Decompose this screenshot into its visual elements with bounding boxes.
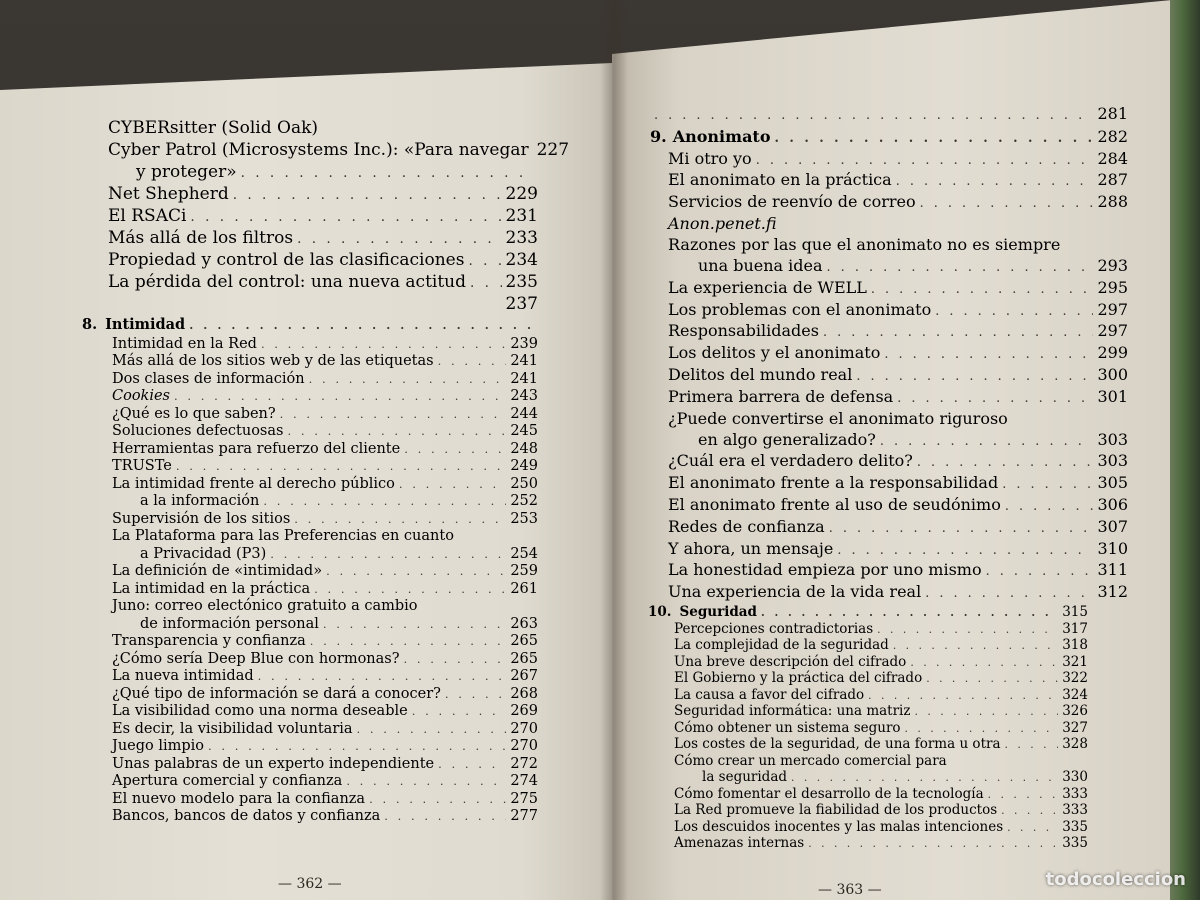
toc-entry-title: La pérdida del control: una nueva actitud bbox=[108, 272, 467, 292]
toc-entry-page: 244 bbox=[510, 405, 538, 422]
toc-entry-title: La nueva intimidad bbox=[112, 668, 254, 684]
chapter-10-entry-list bbox=[648, 620, 1088, 851]
toc-entry-title: CYBERsitter (Solid Oak) bbox=[108, 118, 319, 138]
toc-entry-page: 303 bbox=[1097, 429, 1128, 449]
toc-entry bbox=[668, 234, 1128, 254]
toc-entry-title: Redes de confianza bbox=[668, 516, 825, 536]
toc-entry bbox=[108, 252, 538, 269]
toc-entry-page: 333 bbox=[1062, 785, 1088, 802]
toc-entry bbox=[112, 722, 538, 737]
right-toc-chapter-10 bbox=[648, 606, 1088, 854]
toc-leader-dots bbox=[775, 133, 1094, 146]
toc-entry bbox=[108, 186, 538, 203]
toc-entry-title: Más allá de los sitios web y de las etiquetas bbox=[112, 353, 434, 369]
toc-entry-title: El anonimato frente a la responsabilidad bbox=[668, 473, 999, 493]
toc-entry-title: Juno: correo electónico gratuito a cambio bbox=[112, 598, 418, 614]
toc-entry-title: Delitos del mundo real bbox=[668, 364, 853, 384]
toc-entry bbox=[112, 757, 538, 772]
toc-leader-dots bbox=[926, 674, 1058, 685]
toc-entry-page: 241 bbox=[510, 370, 538, 387]
toc-entry-title: El anonimato frente al uso de seudónimo bbox=[668, 494, 1001, 514]
toc-entry-title: La causa a favor del cifrado bbox=[674, 686, 865, 703]
toc-entry-page: 326 bbox=[1062, 703, 1088, 719]
toc-entry bbox=[108, 140, 570, 160]
toc-entry bbox=[650, 106, 1128, 123]
toc-entry bbox=[112, 599, 538, 614]
toc-entry-title: Supervisión de los sitios bbox=[112, 510, 291, 527]
toc-entry-title: la seguridad bbox=[702, 769, 788, 785]
toc-entry-page: 249 bbox=[510, 458, 538, 474]
toc-leader-dots bbox=[297, 233, 501, 247]
toc-entry-page: 306 bbox=[1097, 494, 1128, 514]
right-toc-chapter-9 bbox=[650, 106, 1128, 606]
toc-entry-page: 235 bbox=[505, 272, 538, 292]
toc-entry bbox=[674, 837, 1088, 851]
book-gutter bbox=[600, 0, 628, 900]
toc-entry-title: El RSACi bbox=[108, 206, 187, 226]
toc-leader-dots bbox=[369, 794, 506, 806]
toc-entry-title: La intimidad frente al derecho público bbox=[112, 475, 395, 492]
toc-entry bbox=[108, 208, 538, 225]
toc-entry bbox=[674, 672, 1088, 686]
toc-entry-title: El Gobierno y la práctica del cifrado bbox=[674, 670, 923, 686]
toc-entry-page: 229 bbox=[505, 184, 538, 204]
toc-entry-page: 301 bbox=[1097, 386, 1128, 406]
toc-leader-dots bbox=[837, 545, 1093, 558]
toc-entry-title: Cómo crear un mercado comercial para bbox=[674, 752, 947, 769]
toc-entry-title: Unas palabras de un experto independiente bbox=[112, 755, 435, 772]
toc-entry-title: ¿Puede convertirse el anonimato riguroso bbox=[668, 408, 1008, 428]
toc-entry-page: 327 bbox=[1062, 719, 1088, 736]
toc-entry-page: 239 bbox=[510, 335, 538, 352]
toc-entry-page: 253 bbox=[510, 510, 538, 527]
toc-leader-dots bbox=[1005, 501, 1094, 514]
toc-entry bbox=[112, 529, 538, 544]
toc-leader-dots bbox=[241, 167, 534, 181]
toc-leader-dots bbox=[925, 588, 1093, 601]
toc-entry-page: 335 bbox=[1062, 835, 1088, 851]
toc-entry-title: de información personal bbox=[140, 615, 319, 632]
toc-entry-page: 248 bbox=[510, 440, 538, 457]
toc-entry-page: 295 bbox=[1097, 277, 1128, 297]
toc-entry-page: 277 bbox=[510, 808, 538, 824]
toc-leader-dots bbox=[917, 457, 1094, 470]
toc-entry bbox=[112, 652, 538, 667]
toc-entry-title: una buena idea bbox=[698, 255, 823, 275]
toc-leader-dots bbox=[287, 426, 506, 438]
toc-entry-page: 274 bbox=[510, 773, 538, 789]
toc-entry bbox=[108, 230, 538, 247]
toc-entry bbox=[112, 582, 538, 597]
toc-entry-page: 315 bbox=[1062, 604, 1088, 620]
toc-leader-dots bbox=[756, 155, 1094, 168]
toc-entry-page: 252 bbox=[510, 493, 538, 509]
toc-entry bbox=[108, 296, 538, 313]
toc-entry bbox=[668, 408, 1128, 428]
toc-entry bbox=[674, 639, 1088, 653]
toc-entry bbox=[112, 477, 538, 492]
toc-entry bbox=[668, 299, 1128, 319]
toc-entry-page: 321 bbox=[1062, 653, 1088, 670]
toc-entry-title: en algo generalizado? bbox=[698, 429, 876, 449]
toc-entry-page: 265 bbox=[510, 633, 538, 649]
toc-entry bbox=[674, 653, 1088, 670]
toc-entry bbox=[668, 345, 1128, 362]
toc-leader-dots bbox=[404, 654, 507, 666]
toc-entry bbox=[674, 818, 1088, 835]
toc-leader-dots bbox=[868, 691, 1058, 702]
toc-leader-dots bbox=[208, 741, 506, 753]
toc-entry bbox=[674, 785, 1088, 802]
left-toc-chapter-8 bbox=[82, 318, 538, 827]
toc-leader-dots bbox=[829, 523, 1094, 536]
toc-leader-dots bbox=[871, 284, 1094, 297]
toc-entry-page: 227 bbox=[536, 140, 570, 160]
toc-entry bbox=[674, 686, 1088, 703]
toc-leader-dots bbox=[808, 839, 1058, 850]
toc-entry bbox=[112, 372, 538, 387]
toc-entry-page: 261 bbox=[510, 580, 538, 597]
toc-entry bbox=[674, 620, 1088, 637]
chapter-title: Seguridad bbox=[679, 604, 757, 620]
toc-entry-title: Primera barrera de defensa bbox=[668, 386, 894, 406]
toc-leader-dots bbox=[189, 320, 534, 332]
toc-entry bbox=[112, 564, 538, 579]
toc-entry-page: 333 bbox=[1062, 802, 1088, 818]
toc-entry-title: Mi otro yo bbox=[668, 148, 752, 168]
toc-leader-dots bbox=[261, 339, 506, 351]
toc-leader-dots bbox=[309, 374, 507, 386]
toc-entry bbox=[112, 337, 538, 352]
toc-entry-title: a Privacidad (P3) bbox=[140, 545, 267, 562]
toc-entry bbox=[674, 738, 1088, 752]
toc-entry-page: 263 bbox=[510, 615, 538, 632]
toc-entry-page: 310 bbox=[1097, 538, 1128, 558]
toc-entry-page: 305 bbox=[1097, 473, 1128, 493]
toc-entry bbox=[668, 172, 1128, 189]
toc-entry-page: 272 bbox=[510, 755, 538, 772]
toc-entry bbox=[668, 562, 1128, 579]
toc-entry-page: 237 bbox=[505, 294, 538, 314]
toc-leader-dots bbox=[438, 356, 507, 368]
toc-entry bbox=[112, 494, 538, 509]
toc-leader-dots bbox=[263, 496, 506, 508]
toc-entry bbox=[668, 494, 1128, 514]
toc-entry bbox=[112, 774, 538, 789]
toc-leader-dots bbox=[310, 636, 507, 648]
toc-entry-title: Apertura comercial y confianza bbox=[112, 773, 343, 789]
toc-entry-title: ¿Qué es lo que saben? bbox=[112, 405, 276, 422]
toc-entry bbox=[668, 148, 1128, 168]
toc-leader-dots bbox=[326, 566, 506, 578]
toc-leader-dots bbox=[1001, 806, 1058, 817]
toc-entry-page: 254 bbox=[510, 545, 538, 562]
toc-entry-page: 231 bbox=[505, 206, 538, 226]
toc-entry-page: 299 bbox=[1097, 343, 1128, 363]
toc-entry-page: 269 bbox=[510, 703, 538, 719]
toc-entry-title: La experiencia de WELL bbox=[668, 277, 867, 297]
toc-entry-page: 297 bbox=[1097, 299, 1128, 319]
toc-leader-dots bbox=[986, 566, 1094, 579]
toc-entry-title: Intimidad en la Red bbox=[112, 335, 257, 352]
toc-entry bbox=[112, 669, 538, 684]
toc-entry bbox=[668, 194, 1128, 211]
toc-entry-title: Seguridad informática: una matriz bbox=[674, 703, 911, 719]
toc-leader-dots bbox=[346, 776, 506, 788]
toc-leader-dots bbox=[910, 658, 1058, 669]
toc-leader-dots bbox=[412, 706, 507, 718]
chapter-number: 10. bbox=[648, 604, 672, 620]
toc-entry-page: 335 bbox=[1062, 818, 1088, 835]
toc-entry bbox=[668, 364, 1128, 384]
toc-entry-title: Y ahora, un mensaje bbox=[668, 538, 834, 558]
chapter-title: Intimidad bbox=[105, 316, 186, 333]
toc-leader-dots bbox=[1002, 479, 1093, 492]
toc-entry-title: Net Shepherd bbox=[108, 184, 229, 204]
toc-leader-dots bbox=[920, 198, 1094, 211]
toc-entry-page: 234 bbox=[505, 250, 538, 270]
toc-leader-dots bbox=[897, 393, 1093, 406]
toc-entry-title: Transparencia y confianza bbox=[112, 633, 306, 649]
toc-entry-title: Razones por las que el anonimato no es siempre bbox=[668, 234, 1061, 254]
toc-entry bbox=[674, 771, 1088, 785]
toc-leader-dots bbox=[399, 479, 506, 491]
toc-leader-dots bbox=[1007, 823, 1058, 834]
chapter-number: 9. bbox=[650, 126, 667, 146]
toc-leader-dots bbox=[384, 811, 506, 823]
toc-leader-dots bbox=[654, 110, 1093, 123]
toc-leader-dots bbox=[468, 255, 501, 269]
toc-entry-title: La visibilidad como una norma deseable bbox=[112, 703, 408, 719]
toc-leader-dots bbox=[827, 262, 1094, 275]
toc-entry bbox=[668, 538, 1128, 558]
toc-entry bbox=[674, 752, 1088, 769]
toc-entry-title: La Red promueve la fiabilidad de los productos bbox=[674, 802, 998, 818]
toc-entry-page: 245 bbox=[510, 423, 538, 439]
toc-leader-dots bbox=[294, 514, 506, 526]
toc-leader-dots bbox=[791, 773, 1058, 784]
toc-entry-page: 259 bbox=[510, 563, 538, 579]
chapter-9-entry-list bbox=[650, 148, 1128, 602]
book-edge bbox=[1170, 0, 1200, 900]
toc-leader-dots bbox=[823, 327, 1094, 340]
chapter-title: Anonimato bbox=[672, 126, 771, 146]
toc-entry bbox=[112, 354, 538, 369]
toc-entry-page: 250 bbox=[510, 475, 538, 492]
left-toc-top bbox=[108, 118, 570, 318]
toc-entry-title: Juego limpio bbox=[112, 738, 205, 754]
toc-entry bbox=[668, 323, 1128, 340]
toc-entry-title: Los descuidos inocentes y las malas intenciones bbox=[674, 818, 1004, 835]
toc-entry bbox=[112, 442, 538, 457]
toc-entry bbox=[668, 386, 1128, 406]
toc-entry bbox=[668, 475, 1128, 492]
toc-entry bbox=[674, 804, 1088, 818]
toc-entry bbox=[108, 120, 538, 137]
toc-entry bbox=[112, 512, 538, 527]
left-page-folio: — 362 — bbox=[278, 876, 342, 892]
toc-entry-title: Servicios de reenvío de correo bbox=[668, 192, 916, 212]
toc-entry-page: 317 bbox=[1062, 620, 1088, 637]
toc-entry bbox=[108, 274, 538, 291]
toc-entry-page: 270 bbox=[510, 738, 538, 754]
toc-entry-title: Dos clases de información bbox=[112, 370, 305, 387]
toc-entry-title: Amenazas internas bbox=[674, 835, 805, 851]
toc-entry-title: La honestidad empieza por uno mismo bbox=[668, 560, 982, 580]
toc-leader-dots bbox=[884, 349, 1093, 362]
toc-entry-title: Responsabilidades bbox=[668, 321, 819, 341]
toc-entry-title: Soluciones defectuosas bbox=[112, 423, 284, 439]
toc-leader-dots bbox=[445, 689, 506, 701]
toc-leader-dots bbox=[357, 724, 507, 736]
watermark-logo: todocoleccion bbox=[1045, 869, 1186, 890]
toc-entry bbox=[112, 617, 538, 632]
toc-entry-title: ¿Cuál era el verdadero delito? bbox=[668, 451, 913, 471]
toc-leader-dots bbox=[270, 549, 506, 561]
toc-entry-title: Cookies bbox=[112, 388, 170, 404]
toc-entry-page: 300 bbox=[1097, 364, 1128, 384]
toc-leader-dots bbox=[915, 707, 1059, 718]
toc-entry-page: 284 bbox=[1097, 148, 1128, 168]
toc-entry-page: 293 bbox=[1097, 255, 1128, 275]
toc-entry-page: 241 bbox=[510, 353, 538, 369]
toc-entry-page: 233 bbox=[505, 228, 538, 248]
toc-entry-title: Propiedad y control de las clasificaciones bbox=[108, 250, 465, 270]
toc-leader-dots bbox=[988, 790, 1059, 801]
toc-entry-page: 268 bbox=[510, 685, 538, 702]
toc-entry-page: 330 bbox=[1062, 769, 1088, 785]
toc-leader-dots bbox=[174, 391, 506, 403]
toc-entry bbox=[112, 389, 538, 404]
toc-entry-title: Bancos, bancos de datos y confianza bbox=[112, 808, 381, 824]
toc-entry bbox=[668, 516, 1128, 536]
toc-entry-page: 324 bbox=[1062, 686, 1088, 703]
toc-entry bbox=[112, 547, 538, 562]
toc-entry bbox=[668, 429, 1128, 449]
toc-entry bbox=[674, 705, 1088, 719]
toc-entry-page: 267 bbox=[510, 668, 538, 684]
toc-entry-title: Los costes de la seguridad, de una forma u otra bbox=[674, 736, 1001, 752]
toc-entry-page: 243 bbox=[510, 388, 538, 404]
toc-leader-dots bbox=[1005, 740, 1059, 751]
toc-entry-page: 297 bbox=[1097, 321, 1128, 341]
toc-entry-title: Una breve descripción del cifrado bbox=[674, 653, 907, 670]
toc-entry-page: 281 bbox=[1097, 104, 1128, 123]
toc-entry-title: Una experiencia de la vida real bbox=[668, 582, 922, 602]
toc-entry bbox=[112, 687, 538, 702]
toc-entry bbox=[112, 459, 538, 474]
toc-leader-dots bbox=[438, 759, 506, 771]
toc-leader-dots bbox=[856, 371, 1093, 384]
toc-entry-title: y proteger» bbox=[136, 162, 237, 182]
toc-entry-page: 282 bbox=[1097, 126, 1128, 146]
toc-entry-title: La definición de «intimidad» bbox=[112, 563, 323, 579]
toc-entry-page: 307 bbox=[1097, 516, 1128, 536]
toc-leader-dots bbox=[190, 211, 501, 225]
toc-entry-title: Anon.penet.fi bbox=[668, 213, 777, 233]
toc-leader-dots bbox=[877, 625, 1058, 636]
toc-entry bbox=[108, 164, 538, 181]
toc-entry-title: a la información bbox=[140, 493, 260, 509]
toc-leader-dots bbox=[905, 724, 1059, 735]
toc-entry-page: 275 bbox=[510, 790, 538, 807]
toc-entry-page: 270 bbox=[510, 720, 538, 737]
toc-entry-page: 322 bbox=[1062, 670, 1088, 686]
toc-entry bbox=[674, 719, 1088, 736]
toc-leader-dots bbox=[896, 176, 1094, 189]
toc-entry-title: La intimidad en la práctica bbox=[112, 580, 311, 597]
toc-entry bbox=[668, 255, 1128, 275]
toc-entry bbox=[112, 424, 538, 439]
toc-leader-dots bbox=[314, 584, 506, 596]
toc-entry-title: Percepciones contradictorias bbox=[674, 620, 874, 637]
toc-entry-page: 318 bbox=[1062, 637, 1088, 653]
right-page-folio: — 363 — bbox=[818, 882, 882, 898]
toc-entry-title: Cyber Patrol (Microsystems Inc.): «Para navegar bbox=[108, 140, 529, 160]
toc-entry-title: Los problemas con el anonimato bbox=[668, 299, 932, 319]
toc-entry-title: Más allá de los filtros bbox=[108, 228, 294, 248]
toc-entry bbox=[668, 584, 1128, 601]
toc-entry-title: El anonimato en la práctica bbox=[668, 170, 892, 190]
toc-entry bbox=[112, 407, 538, 422]
toc-entry-title: Cómo obtener un sistema seguro bbox=[674, 719, 901, 736]
toc-chapter-heading bbox=[648, 606, 1088, 620]
chapter-number: 8. bbox=[82, 316, 98, 333]
toc-entry bbox=[668, 213, 1128, 233]
toc-leader-dots bbox=[258, 671, 507, 683]
toc-leader-dots bbox=[323, 619, 506, 631]
toc-entry-title: Herramientas para refuerzo del cliente bbox=[112, 440, 401, 457]
toc-entry bbox=[112, 809, 538, 824]
toc-entry-page: 328 bbox=[1062, 736, 1088, 752]
toc-entry-page: 303 bbox=[1097, 451, 1128, 471]
toc-entry-title: La Plataforma para las Preferencias en cuanto bbox=[112, 528, 454, 544]
toc-chapter-heading bbox=[650, 126, 1128, 146]
toc-chapter-heading bbox=[82, 318, 538, 333]
chapter-8-entry-list bbox=[82, 337, 538, 824]
toc-leader-dots bbox=[176, 461, 506, 473]
toc-entry-title: Los delitos y el anonimato bbox=[668, 343, 881, 363]
toc-leader-dots bbox=[470, 277, 502, 291]
toc-entry bbox=[112, 634, 538, 649]
toc-entry-title: La complejidad de la seguridad bbox=[674, 637, 889, 653]
toc-entry-title: El nuevo modelo para la confianza bbox=[112, 790, 366, 807]
toc-entry bbox=[668, 277, 1128, 297]
toc-entry-title: ¿Cómo sería Deep Blue con hormonas? bbox=[112, 650, 400, 667]
toc-leader-dots bbox=[233, 189, 502, 203]
toc-leader-dots bbox=[761, 608, 1058, 619]
toc-entry bbox=[112, 792, 538, 807]
toc-entry bbox=[668, 453, 1128, 470]
toc-entry-page: 288 bbox=[1097, 192, 1128, 212]
toc-leader-dots bbox=[280, 409, 507, 421]
toc-entry-title: Cómo fomentar el desarrollo de la tecnología bbox=[674, 785, 984, 802]
toc-leader-dots bbox=[893, 641, 1058, 652]
toc-leader-dots bbox=[404, 444, 506, 456]
toc-entry bbox=[112, 739, 538, 754]
toc-leader-dots bbox=[880, 436, 1094, 449]
toc-entry-page: 311 bbox=[1097, 560, 1128, 580]
toc-entry-title: TRUSTe bbox=[112, 458, 172, 474]
toc-entry-title: ¿Qué tipo de información se dará a conocer? bbox=[112, 685, 441, 702]
toc-entry-page: 287 bbox=[1097, 170, 1128, 190]
toc-entry-page: 265 bbox=[510, 650, 538, 667]
toc-entry-page: 312 bbox=[1097, 582, 1128, 602]
toc-leader-dots bbox=[935, 306, 1093, 319]
toc-entry bbox=[112, 704, 538, 719]
toc-entry-title: Es decir, la visibilidad voluntaria bbox=[112, 720, 353, 737]
